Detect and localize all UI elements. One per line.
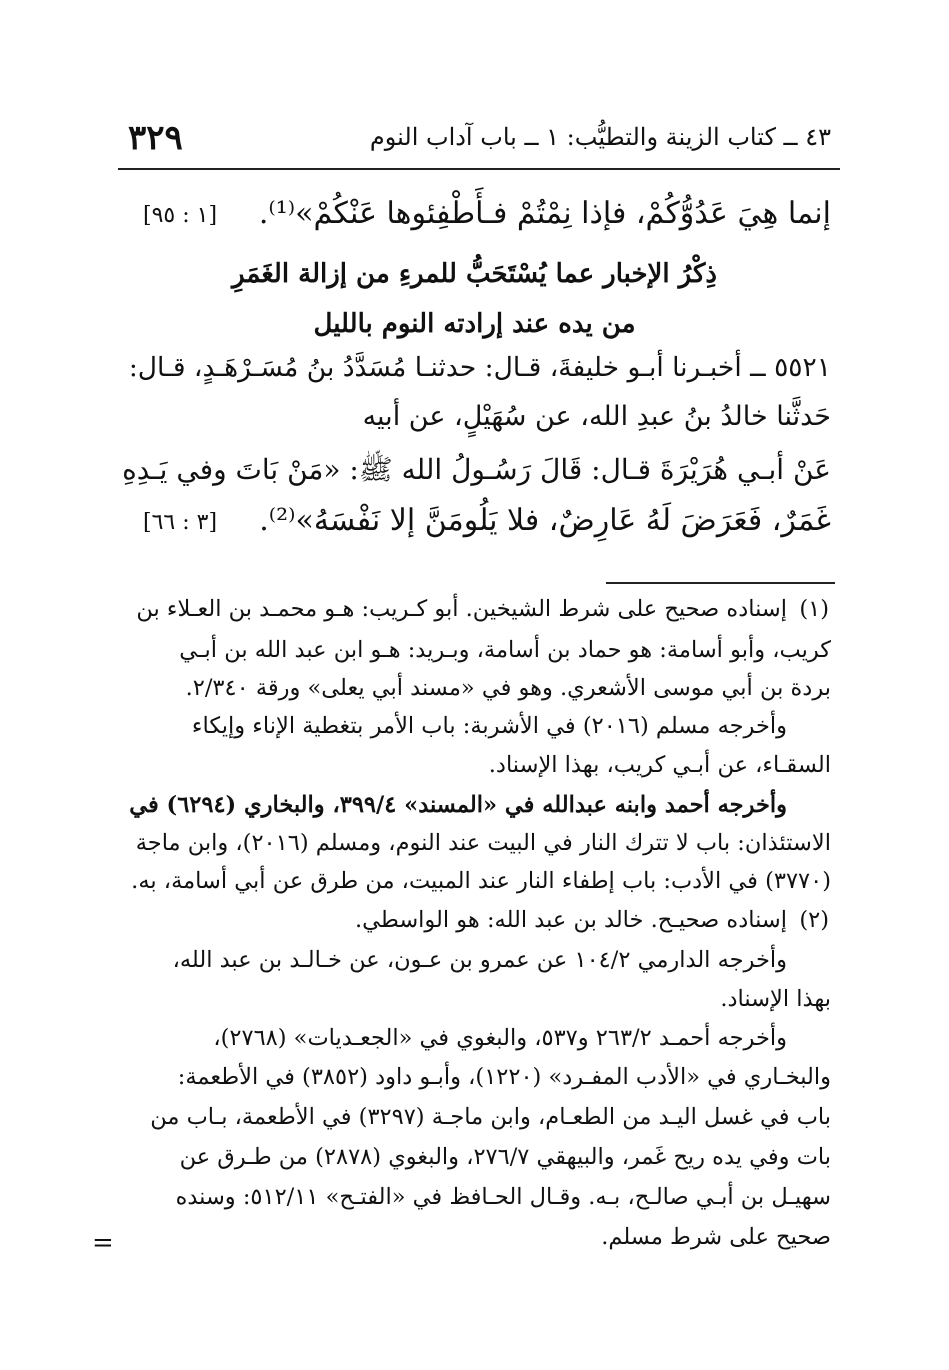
footnote-rule — [606, 582, 835, 584]
footnote-2-para3-line-6: صحيح على شرط مسلم. — [601, 1224, 831, 1250]
footnote-1-para3-line-2: (٣٧٧٠) في الأدب: باب إطفاء النار عند المبيت، من طرق عن أبي أسامة، به. — [131, 868, 831, 894]
section-heading-line-2: من يده عند إرادته النوم بالليل — [313, 309, 636, 339]
hadith-line-1: عَنْ أبـي هُرَيْرَةَ قـال: قَالَ رَسُـولُ الله ﷺ: «مَنْ بَاتَ وفي يَـدِهِ — [122, 453, 831, 486]
hadith-continuation-line: إنما هِيَ عَدُوُّكُمْ، فإذا نِمْتُمْ فـأَطْفِئوها عَنْكُمْ»⁽¹⁾. — [258, 196, 831, 231]
isnad-line-1: ٥٥٢١ ــ أخبـرنا أبـو خليفةَ، قـال: حدثنـا مُسَدَّدُ بنُ مُسَـرْهَـدٍ، قـال: — [128, 352, 831, 383]
footnote-2-para3-line-1: وأخرجه أحمـد ٢٦٣/٢ و٥٣٧، والبغوي في «الجعـديات» (٢٧٦٨)، — [213, 1025, 787, 1051]
hadith-reference-1: [١ : ٩٥] — [143, 203, 218, 228]
page-number: ٣٢٩ — [128, 118, 183, 158]
footnote-1-para3-bold-line: وأخرجه أحمد وابنه عبدالله في «المسند» ٣٩٩/٤، والبخاري (٦٢٩٤) في — [129, 792, 787, 818]
footnote-2-para3-line-5: سهيـل بن أبـي صالـح، بـه. وقـال الحـافظ في «الفتـح» ٥١٢/١١: وسنده — [175, 1184, 831, 1210]
footnote-2-para3-line-3: باب في غسل اليـد من الطعـام، وابن ماجـة (٣٢٩٧) في الأطعمة، بـاب من — [150, 1104, 831, 1130]
footnote-1-para2-line-1: وأخرجه مسلم (٢٠١٦) في الأشربة: باب الأمر بتغطية الإناء وإيكاء — [191, 713, 787, 739]
footnote-1-line-3: بردة بن أبي موسى الأشعري. وهو في «مسند أبي يعلى» ورقة ٢/٣٤٠. — [185, 675, 831, 701]
footnote-2-para2-line-2: بهذا الإسناد. — [720, 986, 831, 1012]
footnote-2-para2-line-1: وأخرجه الدارمي ١٠٤/٢ عن عمرو بن عـون، عن خـالـد بن عبد الله، — [172, 947, 787, 973]
hadith-reference-2: [٣ : ٦٦] — [143, 510, 218, 535]
footnote-2-number: (٢) — [799, 907, 829, 933]
header-rule — [118, 168, 840, 170]
running-head: ٤٣ ــ كتاب الزينة والتطيُّب: ١ ــ باب آداب النوم — [369, 123, 831, 151]
continuation-mark: = — [92, 1228, 114, 1258]
footnote-1-para3-line-1: الاستئذان: باب لا تترك النار في البيت عند النوم، ومسلم (٢٠١٦)، وابن ماجة — [135, 830, 831, 856]
footnote-1-para2-line-2: السقـاء، عن أبـي كريب، بهذا الإسناد. — [488, 752, 831, 778]
footnote-2-para3-line-4: بات وفي يده ريح غَمر، والبيهقي ٢٧٦/٧، والبغوي (٢٨٧٨) من طـرق عن — [179, 1144, 831, 1170]
section-heading-line-1: ذِكْرُ الإخبار عما يُسْتَحَبُّ للمرءِ من إزالة الغَمَرِ — [232, 259, 717, 289]
footnote-2-para3-line-2: والبخـاري في «الأدب المفـرد» (١٢٢٠)، وأبـو داود (٣٨٥٢) في الأطعمة: — [177, 1064, 831, 1090]
isnad-line-2: حَدثَّنا خالدُ بنُ عبدِ الله، عن سُهَيْلٍ، عن أبيه — [362, 401, 831, 432]
footnote-1-number: (١) — [799, 596, 829, 622]
footnote-1-line-2: كريب، وأبو أسامة: هو حماد بن أسامة، وبـريد: هـو ابن عبد الله بن أبـي — [179, 637, 831, 663]
hadith-line-2: غَمَرٌ، فَعَرَضَ لَهُ عَارِضٌ، فلا يَلُومَنَّ إلا نَفْسَهُ»⁽²⁾. — [259, 503, 831, 538]
footnote-1-line-1: إسناده صحيح على شرط الشيخين. أبو كـريب: هـو محمـد بن العـلاء بن — [136, 596, 787, 622]
footnote-2-first-line: إسناده صحيـح. خالد بن عبد الله: هو الواسطي. — [354, 907, 787, 933]
